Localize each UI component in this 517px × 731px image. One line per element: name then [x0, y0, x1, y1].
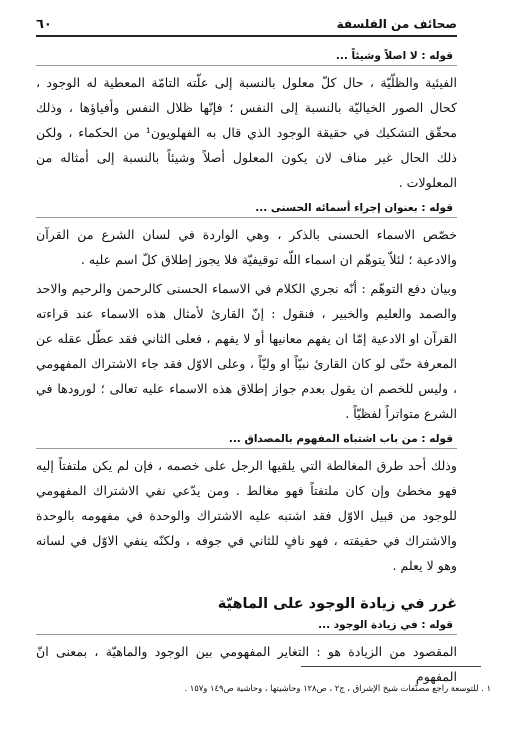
footnote-rule — [301, 666, 481, 667]
section-title: غرر في زيادة الوجود على الماهيّة — [217, 596, 457, 612]
quote-heading-2: قوله : بعنوان إجراء أسمائه الحسنى ... — [36, 199, 457, 218]
footnote: ١ . للتوسعة راجع مصنّفات شيخ الإشراق ، ج٢ ، ص١٢٨ وحاشيتها ، وحاشية ص١٤٩ و١٥٧ . — [184, 683, 491, 693]
page-number: ٦٠ — [36, 16, 52, 32]
page-body — [36, 47, 457, 693]
paragraph-1: الفيئية والظلّيّة ، حال كلّ معلول بالنسبة إلى علّته التامّة المعطية له الوجود ، كحال الصور الخياليّة بالنسبة إلى النفس ؛ فإنّها ظلال النفس وأفياؤها ، وذلك محقّق التشكيك في حقيقة الوجود الذي قال به الفهلويون¹ من الحكماء ، ولكن ذلك الحال غير مناف لان يكون المعلول أصلاً وشيئاً بالنسبة إلى أمثاله من المعلولات . — [36, 75, 457, 190]
quote-heading-4: قوله : في زيادة الوجود ... — [36, 616, 457, 635]
paragraph-5: المقصود من الزيادة هو : التغاير المفهومي بين الوجود والماهيّة ، بمعنى انّ المفهوم — [36, 644, 457, 684]
paragraph-4: وذلك أحد طرق المغالطة التي يلقيها الرجل على خصمه ، فإن لم يكن ملتفتاً إليه فهو مخطئ وإن كان ملتفتاً فهو مغالط . ومن يدّعي نفي الاشتراك المفهومي للوجود من قبيل الاوّل فقد اشتبه عليه الاشتراك والوحدة في مفهومه بالوحدة والاشتراك في حقيقته ، فهو نافٍ للثاني في جوفه ، ولكنّه ينفي الاوّل في لسانه وهو لا يعلم . — [36, 458, 457, 573]
running-title: صحائف من الفلسفة — [336, 17, 457, 31]
quote-heading-3: قوله : من باب اشتباه المفهوم بالمصداق ... — [36, 430, 457, 449]
header-rule — [36, 35, 457, 37]
paragraph-3: وبيان دفع التوهّم : أنّه نجري الكلام في الاسماء الحسنى كالرحمن والرحيم والاحد والصمد والعليم والخبير ، فنقول : إنّ القارئ لأمثال هذه الاسماء عند قراءته القرآن او الادعية إمّا ان يفهم معانيها أو لا يفهم ، فعلى الثاني فقد عطّل عقله عن المعرفة حتّى لو كان القارئ نبيّاً او وليّاً ، وعلى الاوّل فقد جاء الاشتراك المفهومي ، وليس للخصم ان يقول بعدم جواز إطلاق هذه الاسماء عليه تعالى ؛ لورودها في الشرع متواتراً لفظيّاً . — [36, 281, 457, 421]
quote-heading-1: قوله : لا اصلاً وشيئاً ... — [36, 47, 457, 66]
paragraph-2: خصّص الاسماء الحسنى بالذكر ، وهي الواردة في لسان الشرع من القرآن والادعية ؛ لئلاّ يتوهّم ان اسماء اللّه توقيفيّة فلا يجوز إطلاق كلّ اسم عليه . — [36, 227, 457, 267]
page-header — [36, 14, 457, 34]
